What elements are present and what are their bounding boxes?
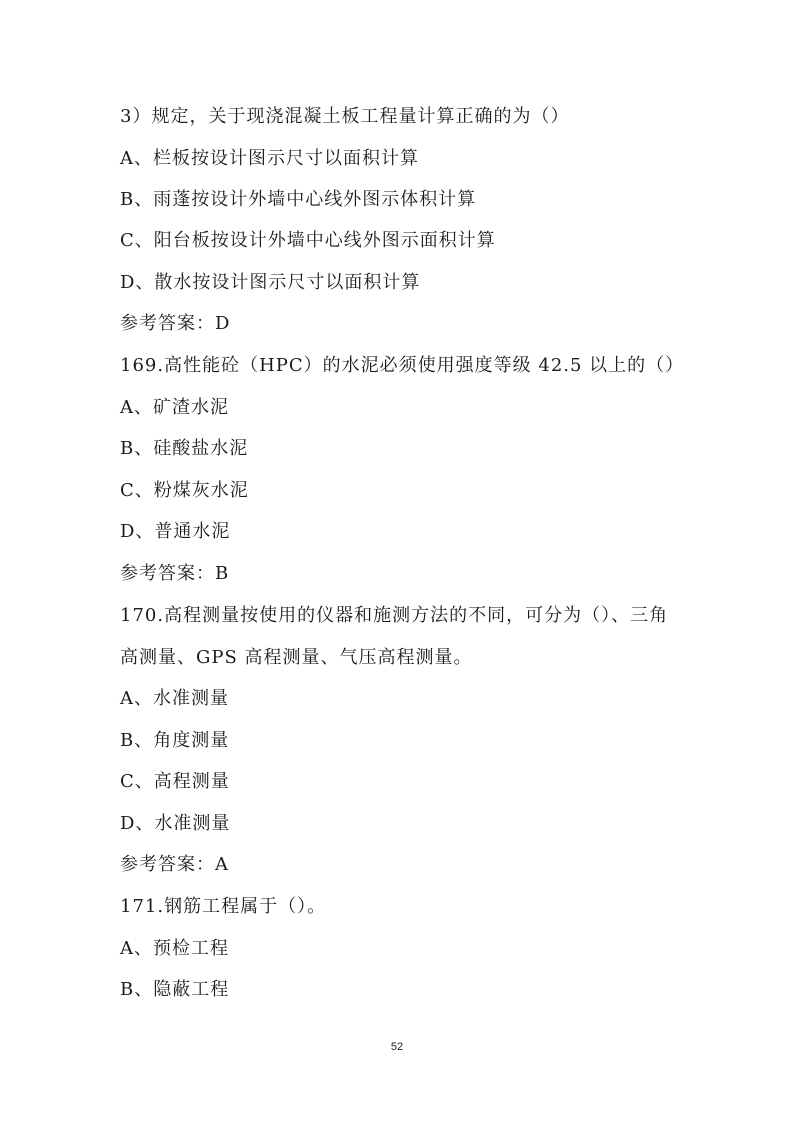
option-line: D、水准测量	[120, 813, 231, 834]
option-line: B、角度测量	[120, 730, 230, 751]
question-line: 171.钢筋工程属于（）。	[120, 896, 327, 917]
option-line: A、预检工程	[120, 938, 229, 959]
question-line: 170.高程测量按使用的仪器和施测方法的不同，可分为（）、三角	[120, 605, 669, 626]
option-line: B、雨蓬按设计外墙中心线外图示体积计算	[120, 189, 477, 210]
option-line: A、水准测量	[120, 688, 229, 709]
option-line: B、硅酸盐水泥	[120, 438, 249, 459]
option-line: C、粉煤灰水泥	[120, 480, 249, 501]
question-line: 169.高性能砼（HPC）的水泥必须使用强度等级 42.5 以上的（）	[120, 355, 685, 376]
page-number: 52	[390, 1041, 404, 1053]
option-line: D、普通水泥	[120, 521, 231, 542]
option-line: C、高程测量	[120, 771, 230, 792]
option-line: C、阳台板按设计外墙中心线外图示面积计算	[120, 230, 496, 251]
option-line: A、矿渣水泥	[120, 397, 229, 418]
option-line: B、隐蔽工程	[120, 979, 230, 1000]
answer-line: 参考答案：A	[120, 854, 229, 875]
question-line-continued: 高测量、GPS 高程测量、气压高程测量。	[120, 647, 473, 668]
answer-line: 参考答案：B	[120, 563, 230, 584]
question-line: 3）规定，关于现浇混凝土板工程量计算正确的为（）	[120, 106, 570, 127]
option-line: D、散水按设计图示尺寸以面积计算	[120, 272, 421, 293]
answer-line: 参考答案：D	[120, 313, 231, 334]
option-line: A、栏板按设计图示尺寸以面积计算	[120, 148, 419, 169]
